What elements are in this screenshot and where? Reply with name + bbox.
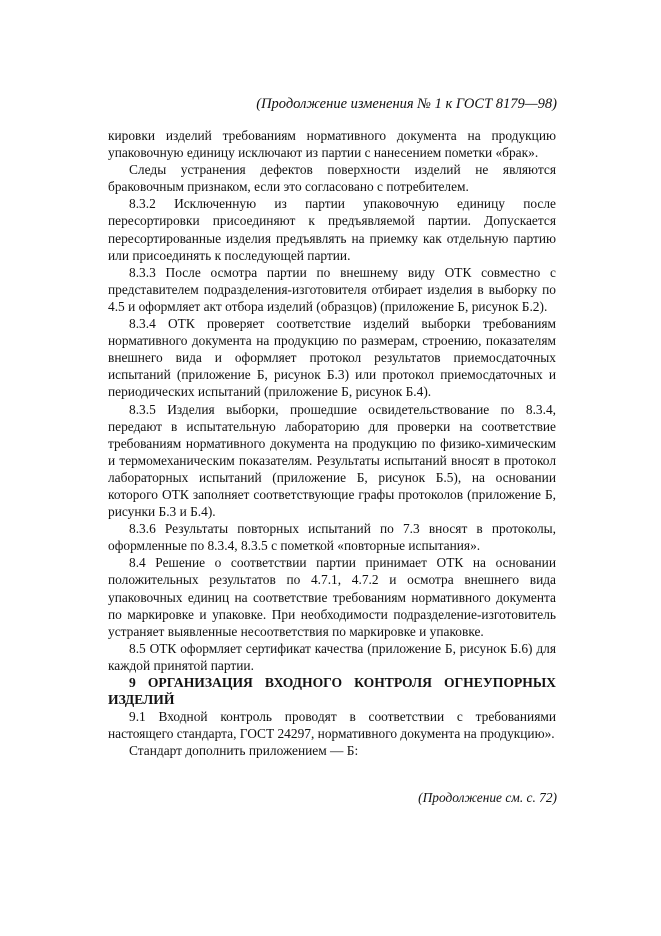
- paragraph-8-3-3: 8.3.3 После осмотра партии по внешнему виду ОТК совместно с представителем подразделения-изготовителя отбирает изделия в выборку по 4.5 и оформляет акт отбора изделий (образцов) (приложение Б, рисунок Б.2).: [108, 264, 556, 314]
- paragraph-8-4: 8.4 Решение о соответствии партии принимает ОТК на основании положительных результатов по 4.7.1, 4.7.2 и осмотра внешнего вида упаковочных единиц на соответствие требованиям нормативного документа по маркировке и упаковке. При необходимости подразделение-изготовитель устраняет выявленные несоответствия по маркировке и упаковке.: [108, 555, 556, 639]
- paragraph-8-3-6: 8.3.6 Результаты повторных испытаний по 7.3 вносят в протоколы, оформленные по 8.3.4, 8.3.5 с пометкой «повторные испытания».: [108, 521, 556, 554]
- paragraph-8-5: 8.5 ОТК оформляет сертификат качества (приложение Б, рисунок Б.6) для каждой принятой партии.: [108, 640, 556, 673]
- document-body: [108, 127, 556, 759]
- page-header: (Продолжение изменения № 1 к ГОСТ 8179—98): [256, 96, 557, 112]
- paragraph-8-3-2: 8.3.2 Исключенную из партии упаковочную единицу после пересортировки присоединяют к предъявляемой партии. Допускается пересортированные изделия предъявлять на приемку как отдельную партию или присоединять к последующей партии.: [108, 196, 556, 263]
- paragraph-appendix-note: Стандарт дополнить приложением — Б:: [129, 743, 359, 759]
- paragraph-defects: Следы устранения дефектов поверхности изделий не являются браковочным признаком, если это согласовано с потребителем.: [108, 162, 556, 195]
- paragraph-9-1: 9.1 Входной контроль проводят в соответствии с требованиями настоящего стандарта, ГОСТ 24297, нормативного документа на продукцию».: [108, 709, 556, 742]
- page-footer: (Продолжение см. с. 72): [418, 790, 557, 805]
- paragraph-8-3-5: 8.3.5 Изделия выборки, прошедшие освидетельствование по 8.3.4, передают в испытательную лабораторию для проверки на соответствие требованиям нормативного документа на продукцию по физико-химическим и термомеханическим показателям. Результаты испытаний вносят в протокол лабораторных испытаний (приложение Б, рисунок Б.5), на основании которого ОТК заполняет соответствующие графы протоколов (приложение Б, рисунки Б.3 и Б.4).: [108, 401, 556, 520]
- paragraph-8-3-4: 8.3.4 ОТК проверяет соответствие изделий выборки требованиям нормативного документа на продукцию по размерам, строению, показателям внешнего вида и оформляет протокол результатов приемосдаточных испытаний (приложение Б, рисунок Б.3) или протокол приемосдаточных и периодических испытаний (приложение Б, рисунок Б.4).: [108, 316, 556, 400]
- section-heading-9: 9 ОРГАНИЗАЦИЯ ВХОДНОГО КОНТРОЛЯ ОГНЕУПОРНЫХ ИЗДЕЛИЙ: [108, 675, 556, 708]
- paragraph-continuation: кировки изделий требованиям нормативного документа на продукцию упаковочную единицу исключают из партии с нанесением пометки «брак».: [108, 128, 556, 161]
